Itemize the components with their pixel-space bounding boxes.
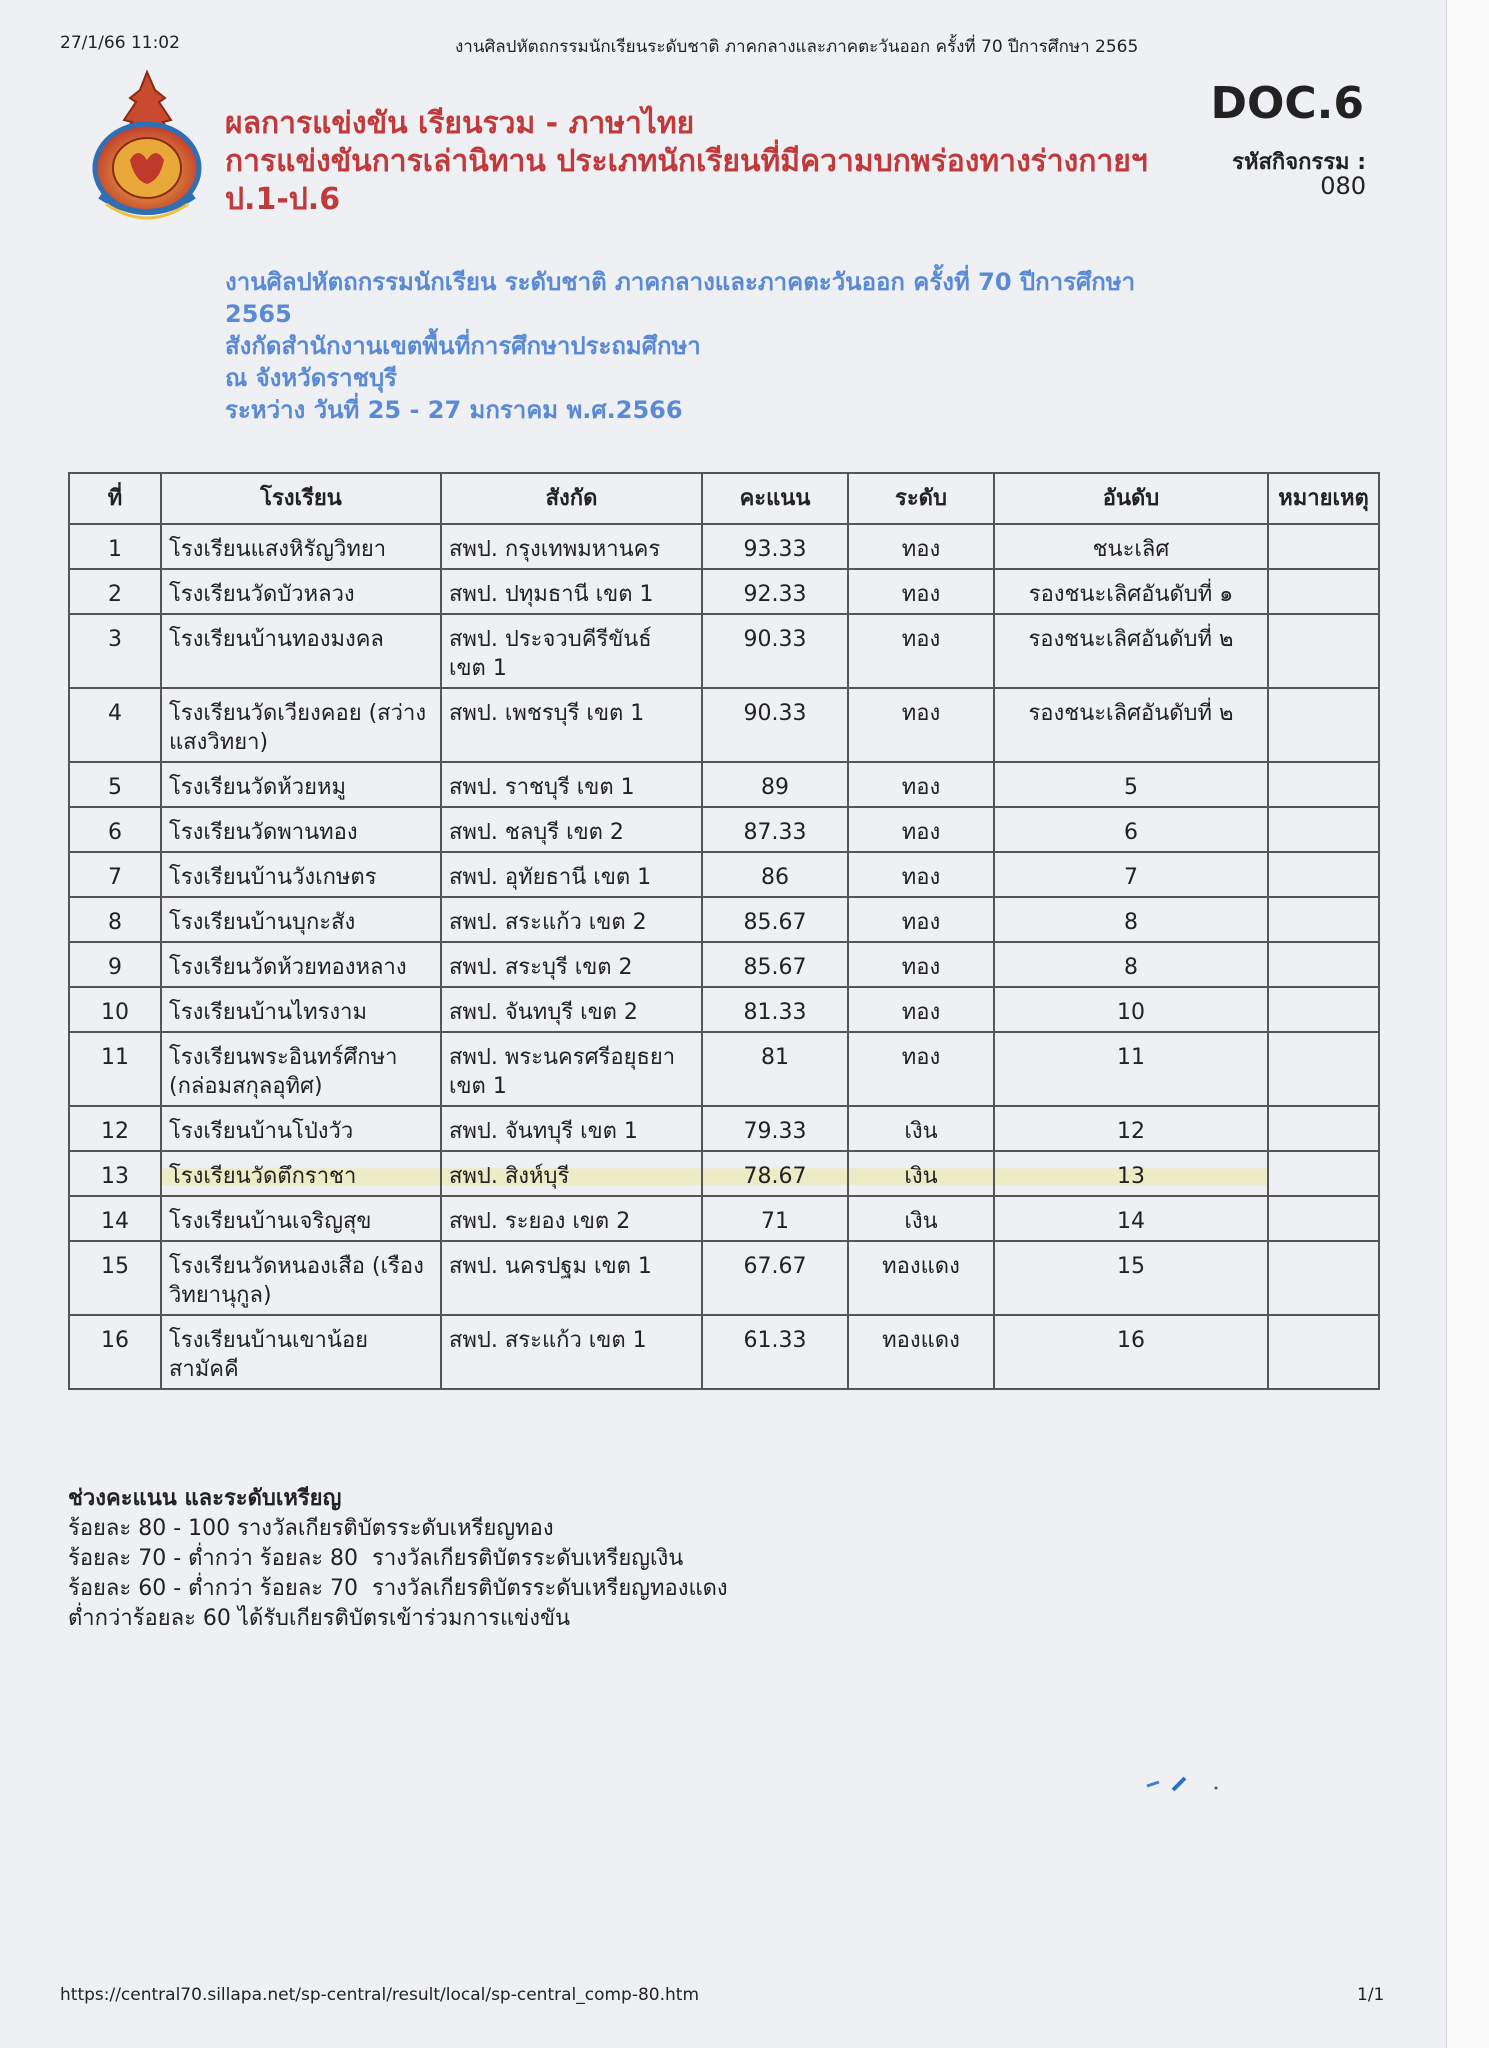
cell-school: โรงเรียนบ้านเขาน้อยสามัคคี <box>161 1315 441 1389</box>
subtitle-line-2: สังกัดสำนักงานเขตพื้นที่การศึกษาประถมศึกษา <box>225 332 701 360</box>
table-row <box>69 987 1379 1032</box>
legend-award: รางวัลเกียรติบัตรระดับเหรียญเงิน <box>372 1546 684 1571</box>
cell-no: 4 <box>69 688 161 762</box>
cell-note <box>1268 1241 1379 1315</box>
cell-no: 8 <box>69 897 161 942</box>
cell-level: เงิน <box>848 1106 994 1151</box>
header-rank: อันดับ <box>994 473 1268 524</box>
cell-rank: 14 <box>994 1196 1268 1241</box>
cell-affiliation: สพป. สระแก้ว เขต 1 <box>441 1315 702 1389</box>
cell-note <box>1268 524 1379 569</box>
cell-school: โรงเรียนวัดหนองเสือ (เรืองวิทยานุกูล) <box>161 1241 441 1315</box>
cell-score: 85.67 <box>702 942 848 987</box>
table-row <box>69 688 1379 762</box>
table-row <box>69 897 1379 942</box>
print-datetime: 27/1/66 11:02 <box>60 33 180 53</box>
cell-no: 13 <box>69 1151 161 1196</box>
cell-affiliation: สพป. พระนครศรีอยุธยา เขต 1 <box>441 1032 702 1106</box>
cell-school: โรงเรียนพระอินทร์ศึกษา (กล่อมสกุลอุทิศ) <box>161 1032 441 1106</box>
document-title <box>225 105 1185 219</box>
cell-score: 67.67 <box>702 1241 848 1315</box>
legend-title: ช่วงคะแนน และระดับเหรียญ <box>68 1486 342 1511</box>
cell-level: ทองแดง <box>848 1315 994 1389</box>
cell-rank: ชนะเลิศ <box>994 524 1268 569</box>
cell-school: โรงเรียนบ้านบุกะสัง <box>161 897 441 942</box>
table-row <box>69 762 1379 807</box>
cell-score: 87.33 <box>702 807 848 852</box>
cell-note <box>1268 807 1379 852</box>
cell-score: 90.33 <box>702 614 848 688</box>
cell-school: โรงเรียนบ้านไทรงาม <box>161 987 441 1032</box>
cell-no: 5 <box>69 762 161 807</box>
cell-score: 86 <box>702 852 848 897</box>
cell-level: ทอง <box>848 852 994 897</box>
cell-rank: 7 <box>994 852 1268 897</box>
cell-no: 9 <box>69 942 161 987</box>
cell-rank: รองชนะเลิศอันดับที่ ๒ <box>994 614 1268 688</box>
cell-score: 79.33 <box>702 1106 848 1151</box>
cell-level: ทอง <box>848 897 994 942</box>
cell-level: ทอง <box>848 762 994 807</box>
cell-level: ทอง <box>848 524 994 569</box>
cell-affiliation: สพป. ระยอง เขต 2 <box>441 1196 702 1241</box>
cell-note <box>1268 762 1379 807</box>
cell-level: ทอง <box>848 942 994 987</box>
legend-range: ต่ำกว่าร้อยละ 60 <box>68 1606 231 1631</box>
print-header-title: งานศิลปหัตถกรรมนักเรียนระดับชาติ ภาคกลางและภาคตะวันออก ครั้งที่ 70 ปีการศึกษา 2565 <box>455 37 1139 57</box>
cell-level: ทอง <box>848 688 994 762</box>
cell-affiliation: สพป. ปทุมธานี เขต 1 <box>441 569 702 614</box>
cell-score: 89 <box>702 762 848 807</box>
cell-affiliation: สพป. สระบุรี เขต 2 <box>441 942 702 987</box>
table-row <box>69 1241 1379 1315</box>
cell-no: 12 <box>69 1106 161 1151</box>
header-no: ที่ <box>69 473 161 524</box>
cell-rank: 15 <box>994 1241 1268 1315</box>
cell-level: เงิน <box>848 1151 994 1196</box>
cell-no: 7 <box>69 852 161 897</box>
cell-school: โรงเรียนวัดตึกราชา <box>161 1151 441 1196</box>
cell-no: 16 <box>69 1315 161 1389</box>
cell-level: ทอง <box>848 569 994 614</box>
cell-rank: 12 <box>994 1106 1268 1151</box>
page-edge <box>1446 0 1489 2048</box>
cell-rank: 11 <box>994 1032 1268 1106</box>
cell-affiliation: สพป. ประจวบคีรีขันธ์ เขต 1 <box>441 614 702 688</box>
cell-level: ทอง <box>848 614 994 688</box>
cell-score: 71 <box>702 1196 848 1241</box>
cell-score: 90.33 <box>702 688 848 762</box>
subtitle-line-1: งานศิลปหัตถกรรมนักเรียน ระดับชาติ ภาคกลางและภาคตะวันออก ครั้งที่ 70 ปีการศึกษา 2565 <box>225 268 1136 328</box>
table-row-highlighted <box>69 1151 1379 1196</box>
cell-no: 14 <box>69 1196 161 1241</box>
doc-code: DOC.6 <box>1210 78 1364 129</box>
cell-score: 93.33 <box>702 524 848 569</box>
title-line-1: ผลการแข่งขัน เรียนรวม - ภาษาไทย <box>225 106 695 141</box>
footer-url: https://central70.sillapa.net/sp-central/result/local/sp-central_comp-80.htm <box>60 1985 700 2005</box>
cell-no: 11 <box>69 1032 161 1106</box>
cell-affiliation: สพป. ชลบุรี เขต 2 <box>441 807 702 852</box>
cell-school: โรงเรียนวัดเวียงคอย (สว่างแสงวิทยา) <box>161 688 441 762</box>
cell-level: ทอง <box>848 987 994 1032</box>
table-row <box>69 852 1379 897</box>
cell-rank: 6 <box>994 807 1268 852</box>
table-row <box>69 524 1379 569</box>
cell-note <box>1268 1315 1379 1389</box>
cell-level: ทอง <box>848 1032 994 1106</box>
header-note: หมายเหตุ <box>1268 473 1379 524</box>
cell-no: 10 <box>69 987 161 1032</box>
cell-school: โรงเรียนบ้านวังเกษตร <box>161 852 441 897</box>
cell-note <box>1268 1151 1379 1196</box>
cell-note <box>1268 897 1379 942</box>
legend-award: รางวัลเกียรติบัตรระดับเหรียญทอง <box>237 1516 554 1541</box>
cell-note <box>1268 942 1379 987</box>
cell-school: โรงเรียนบ้านโป่งวัว <box>161 1106 441 1151</box>
cell-note <box>1268 1196 1379 1241</box>
table-row <box>69 614 1379 688</box>
cell-note <box>1268 614 1379 688</box>
cell-affiliation: สพป. อุทัยธานี เขต 1 <box>441 852 702 897</box>
medal-legend <box>68 1484 728 1634</box>
cell-level: ทองแดง <box>848 1241 994 1315</box>
cell-rank: รองชนะเลิศอันดับที่ ๑ <box>994 569 1268 614</box>
table-row <box>69 1315 1379 1389</box>
cell-no: 2 <box>69 569 161 614</box>
legend-award: รางวัลเกียรติบัตรระดับเหรียญทองแดง <box>372 1576 728 1601</box>
legend-line <box>68 1544 728 1574</box>
table-row <box>69 1106 1379 1151</box>
cell-note <box>1268 852 1379 897</box>
cell-school: โรงเรียนวัดห้วยทองหลาง <box>161 942 441 987</box>
cell-no: 15 <box>69 1241 161 1315</box>
legend-range: ร้อยละ 70 - ต่ำกว่า ร้อยละ 80 <box>68 1546 358 1571</box>
cell-affiliation: สพป. สระแก้ว เขต 2 <box>441 897 702 942</box>
legend-range: ร้อยละ 80 - 100 <box>68 1516 231 1541</box>
legend-line <box>68 1574 728 1604</box>
title-line-2: การแข่งขันการเล่านิทาน ประเภทนักเรียนที่มีความบกพร่องทางร่างกายฯ ป.1-ป.6 <box>225 144 1148 217</box>
activity-code: 080 <box>1320 172 1366 200</box>
legend-range: ร้อยละ 60 - ต่ำกว่า ร้อยละ 70 <box>68 1576 358 1601</box>
cell-school: โรงเรียนวัดบัวหลวง <box>161 569 441 614</box>
cell-rank: 10 <box>994 987 1268 1032</box>
table-header-row <box>69 473 1379 524</box>
legend-award: ได้รับเกียรติบัตรเข้าร่วมการแข่งขัน <box>237 1606 571 1631</box>
cell-school: โรงเรียนแสงหิรัญวิทยา <box>161 524 441 569</box>
cell-level: ทอง <box>848 807 994 852</box>
cell-rank: 8 <box>994 897 1268 942</box>
subtitle-line-3: ณ จังหวัดราชบุรี <box>225 364 398 392</box>
cell-school: โรงเรียนบ้านทองมงคล <box>161 614 441 688</box>
cell-rank: 16 <box>994 1315 1268 1389</box>
results-table <box>68 472 1380 1390</box>
cell-note <box>1268 569 1379 614</box>
cell-affiliation: สพป. กรุงเทพมหานคร <box>441 524 702 569</box>
cell-no: 3 <box>69 614 161 688</box>
table-row <box>69 942 1379 987</box>
cell-note <box>1268 1032 1379 1106</box>
cell-score: 81.33 <box>702 987 848 1032</box>
table-row <box>69 1032 1379 1106</box>
footer-page-number: 1/1 <box>1357 1985 1385 2005</box>
cell-note <box>1268 688 1379 762</box>
cell-no: 1 <box>69 524 161 569</box>
cell-rank: 13 <box>994 1151 1268 1196</box>
cell-score: 78.67 <box>702 1151 848 1196</box>
cell-affiliation: สพป. จันทบุรี เขต 1 <box>441 1106 702 1151</box>
pen-mark <box>1145 1770 1225 1800</box>
cell-affiliation: สพป. จันทบุรี เขต 2 <box>441 987 702 1032</box>
subtitle-line-4: ระหว่าง วันที่ 25 - 27 มกราคม พ.ศ.2566 <box>225 396 683 424</box>
cell-school: โรงเรียนวัดห้วยหมู <box>161 762 441 807</box>
cell-affiliation: สพป. ราชบุรี เขต 1 <box>441 762 702 807</box>
cell-school: โรงเรียนบ้านเจริญสุข <box>161 1196 441 1241</box>
cell-note <box>1268 1106 1379 1151</box>
cell-rank: 5 <box>994 762 1268 807</box>
legend-line <box>68 1514 728 1544</box>
legend-line <box>68 1604 728 1634</box>
cell-note <box>1268 987 1379 1032</box>
cell-score: 85.67 <box>702 897 848 942</box>
cell-score: 61.33 <box>702 1315 848 1389</box>
table-row <box>69 1196 1379 1241</box>
activity-code-label: รหัสกิจกรรม : <box>1232 150 1366 175</box>
cell-rank: 8 <box>994 942 1268 987</box>
header-affiliation: สังกัด <box>441 473 702 524</box>
cell-school: โรงเรียนวัดพานทอง <box>161 807 441 852</box>
header-score: คะแนน <box>702 473 848 524</box>
cell-score: 81 <box>702 1032 848 1106</box>
cell-score: 92.33 <box>702 569 848 614</box>
cell-no: 6 <box>69 807 161 852</box>
cell-affiliation: สพป. สิงห์บุรี <box>441 1151 702 1196</box>
cell-rank: รองชนะเลิศอันดับที่ ๒ <box>994 688 1268 762</box>
table-row <box>69 569 1379 614</box>
table-row <box>69 807 1379 852</box>
cell-affiliation: สพป. นครปฐม เขต 1 <box>441 1241 702 1315</box>
cell-affiliation: สพป. เพชรบุรี เขต 1 <box>441 688 702 762</box>
header-school: โรงเรียน <box>161 473 441 524</box>
cell-level: เงิน <box>848 1196 994 1241</box>
event-subtitle <box>225 266 1185 426</box>
header-level: ระดับ <box>848 473 994 524</box>
ministry-emblem-logo <box>80 68 215 228</box>
